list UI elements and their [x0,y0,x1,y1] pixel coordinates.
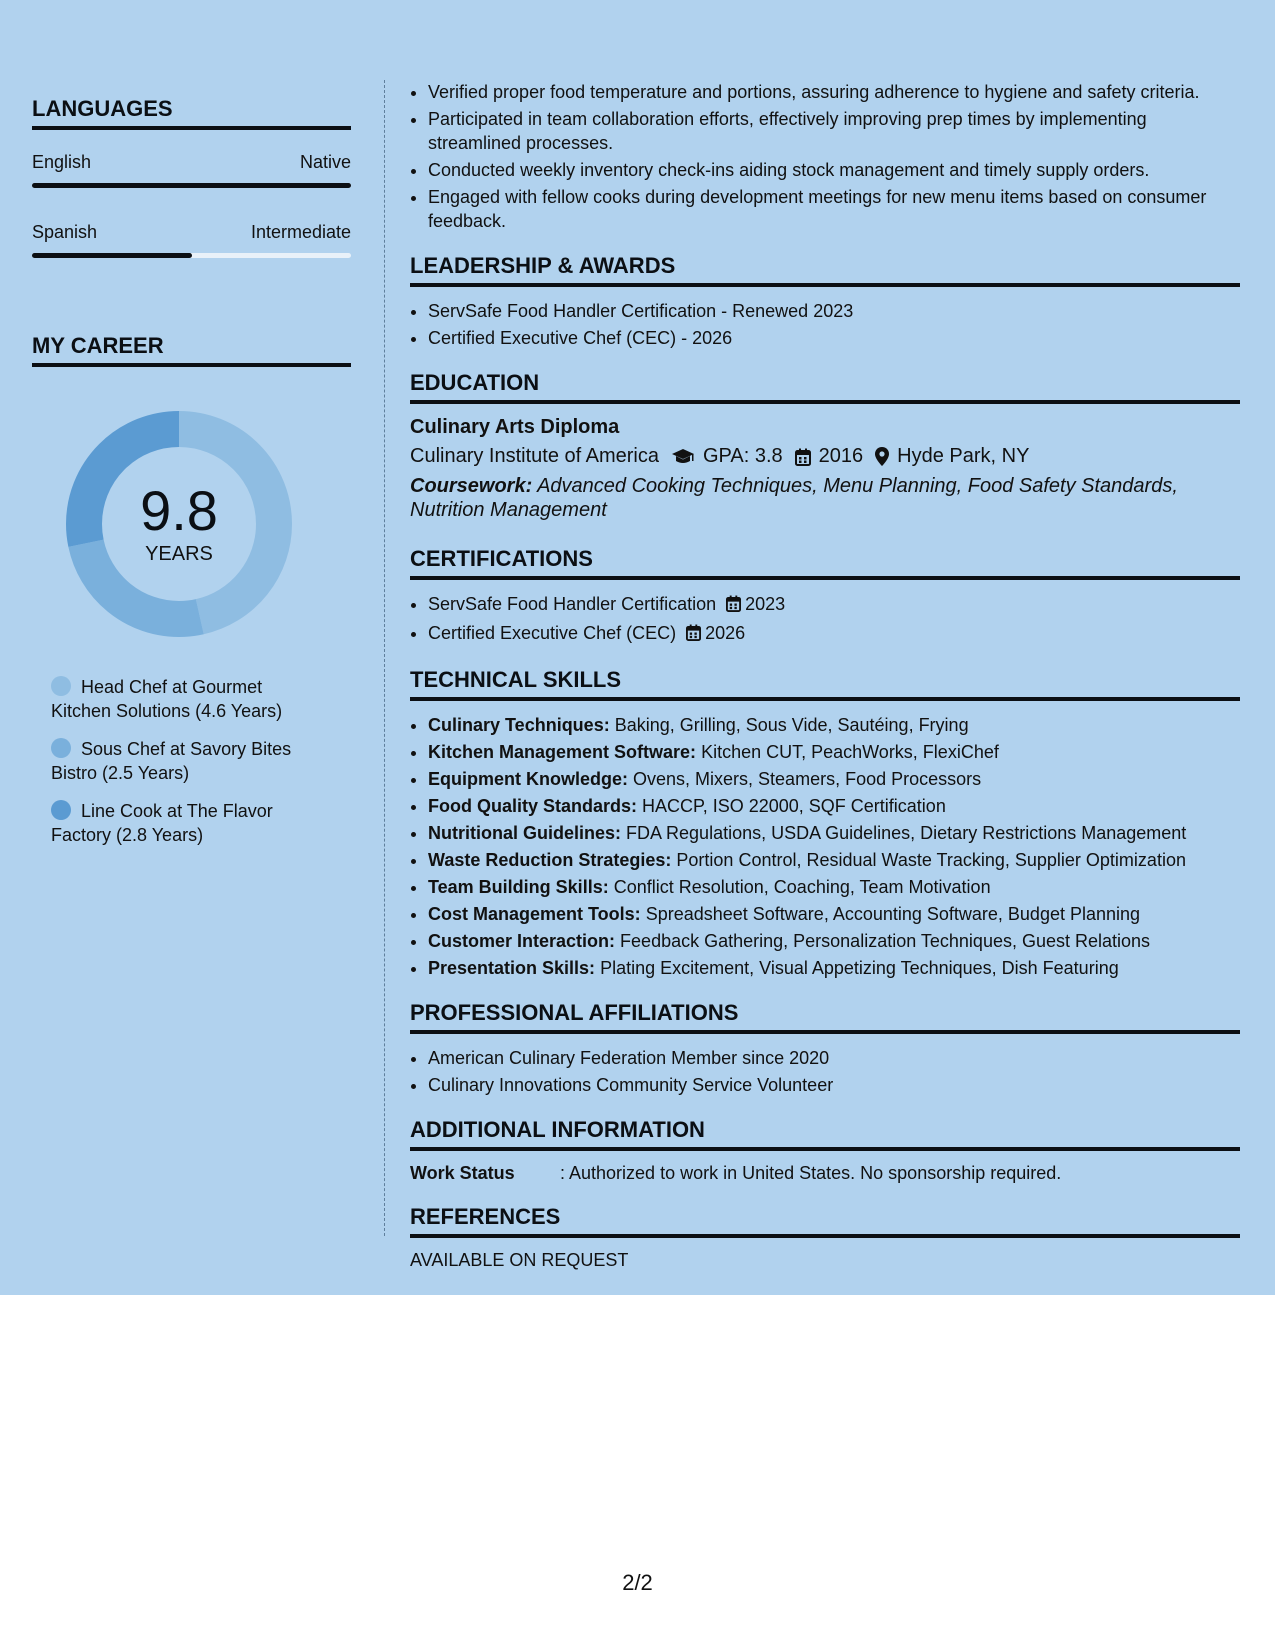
section-heading-leadership: LEADERSHIP & AWARDS [410,253,1240,287]
sidebar [32,96,351,861]
location-pin-icon [875,447,889,466]
skill-value: Portion Control, Residual Waste Tracking, Supplier Optimization [676,850,1186,870]
list-item: • ServSafe Food Handler Certification - Renewed 2023 [428,299,1240,323]
certification-name: ServSafe Food Handler Certification [428,594,717,614]
leadership-list [410,299,1240,350]
coursework-list: Advanced Cooking Techniques, Menu Planning, Food Safety Standards, Nutrition Management [410,475,1178,521]
references-text: AVAILABLE ON REQUEST [410,1250,629,1270]
calendar-icon [795,448,811,466]
skill-value: HACCP, ISO 22000, SQF Certification [642,796,946,816]
education-details [410,445,1240,468]
graduation-cap-icon [671,448,695,466]
education-year: 2016 [818,445,864,467]
legend-dot [51,676,71,696]
language-item [32,222,351,258]
career-total-unit: YEARS [145,542,213,565]
skill-label: Customer Interaction: [428,931,616,951]
education-coursework [410,474,1240,522]
list-item: • Participated in team collaboration efforts, effectively improving prep times by implementing streamlined processes. [428,107,1240,155]
list-item: • Verified proper food temperature and portions, assuring adherence to hygiene and safety criteria. [428,80,1240,104]
career-legend-item [51,737,321,785]
list-item: • Certified Executive Chef (CEC) - 2026 [428,326,1240,350]
certifications-list [410,592,1240,647]
language-proficiency-bar [32,253,351,258]
skill-value: Baking, Grilling, Sous Vide, Sautéing, Frying [614,715,969,735]
main-content [410,80,1240,1271]
list-item [428,875,1240,899]
skill-label: Cost Management Tools: [428,904,641,924]
calendar-icon [686,623,701,647]
career-donut-chart [66,411,292,637]
list-item [428,713,1240,737]
calendar-icon [726,594,741,618]
skill-value: Feedback Gathering, Personalization Techniques, Guest Relations [620,931,1151,951]
list-item [428,821,1240,845]
skill-label: Culinary Techniques: [428,715,610,735]
work-status-value: : Authorized to work in United States. No sponsorship required. [560,1163,1062,1183]
list-item [428,621,1240,647]
list-item [428,956,1240,980]
education-degree: Culinary Arts Diploma [410,416,620,438]
skill-value: Spreadsheet Software, Accounting Software, Budget Planning [645,904,1141,924]
language-proficiency-fill [32,253,192,258]
list-item [428,740,1240,764]
section-heading-affiliations: PROFESSIONAL AFFILIATIONS [410,1000,1240,1034]
skill-value: Ovens, Mixers, Steamers, Food Processors [633,769,982,789]
list-item: • Culinary Innovations Community Service Volunteer [428,1073,1240,1097]
skill-value: Conflict Resolution, Coaching, Team Motivation [613,877,991,897]
section-heading-additional: ADDITIONAL INFORMATION [410,1117,1240,1151]
languages-heading: LANGUAGES [32,96,351,130]
skill-value: FDA Regulations, USDA Guidelines, Dietary Restrictions Management [626,823,1187,843]
skills-list [410,713,1240,980]
list-item: • American Culinary Federation Member since 2020 [428,1046,1240,1070]
language-name: Spanish [32,222,98,242]
affiliations-list [410,1046,1240,1097]
list-item [428,767,1240,791]
language-name: English [32,152,92,172]
career-legend-item [51,799,321,847]
legend-dot [51,738,71,758]
education-location: Hyde Park, NY [897,445,1030,467]
language-level: Native [299,152,351,172]
page-number: 2/2 [622,1570,653,1595]
section-heading-certifications: CERTIFICATIONS [410,546,1240,580]
skill-label: Food Quality Standards: [428,796,638,816]
education-gpa: GPA: 3.8 [703,445,783,467]
skill-label: Team Building Skills: [428,877,609,897]
certification-year: 2023 [745,594,786,614]
certification-year: 2026 [705,623,746,643]
section-heading-skills: TECHNICAL SKILLS [410,667,1240,701]
list-item [428,929,1240,953]
list-item [428,794,1240,818]
career-total-years: 9.8 [140,478,218,542]
career-heading: MY CAREER [32,333,351,367]
list-item [428,592,1240,618]
section-heading-education: EDUCATION [410,370,1240,404]
list-item [428,902,1240,926]
skill-value: Plating Excitement, Visual Appetizing Techniques, Dish Featuring [600,958,1119,978]
skill-label: Equipment Knowledge: [428,769,628,789]
career-legend-item [51,675,321,723]
list-item: • Conducted weekly inventory check-ins aiding stock management and timely supply orders. [428,158,1240,182]
language-item [32,152,351,188]
skill-label: Waste Reduction Strategies: [428,850,672,870]
education-school: Culinary Institute of America [410,445,659,467]
skill-value: Kitchen CUT, PeachWorks, FlexiChef [701,742,999,762]
certification-name: Certified Executive Chef (CEC) [428,623,677,643]
legend-label: Head Chef at Gourmet Kitchen Solutions (4.6 Years) [51,677,283,721]
skill-label: Nutritional Guidelines: [428,823,622,843]
experience-bullets [410,80,1240,233]
section-heading-references: REFERENCES [410,1204,1240,1238]
language-proficiency-fill [32,183,351,188]
language-proficiency-bar [32,183,351,188]
career-legend [32,675,351,847]
language-level: Intermediate [250,222,351,242]
coursework-label: Coursework: [410,475,533,497]
legend-label: Sous Chef at Savory Bites Bistro (2.5 Years) [51,739,292,783]
legend-label: Line Cook at The Flavor Factory (2.8 Years) [51,801,273,845]
list-item: • Engaged with fellow cooks during development meetings for new menu items based on consumer feedback. [428,185,1240,233]
work-status-label: Work Status [410,1163,515,1183]
legend-dot [51,800,71,820]
list-item [428,848,1240,872]
work-status-row [410,1163,1240,1184]
skill-label: Kitchen Management Software: [428,742,697,762]
skill-label: Presentation Skills: [428,958,596,978]
column-divider [384,80,385,1236]
